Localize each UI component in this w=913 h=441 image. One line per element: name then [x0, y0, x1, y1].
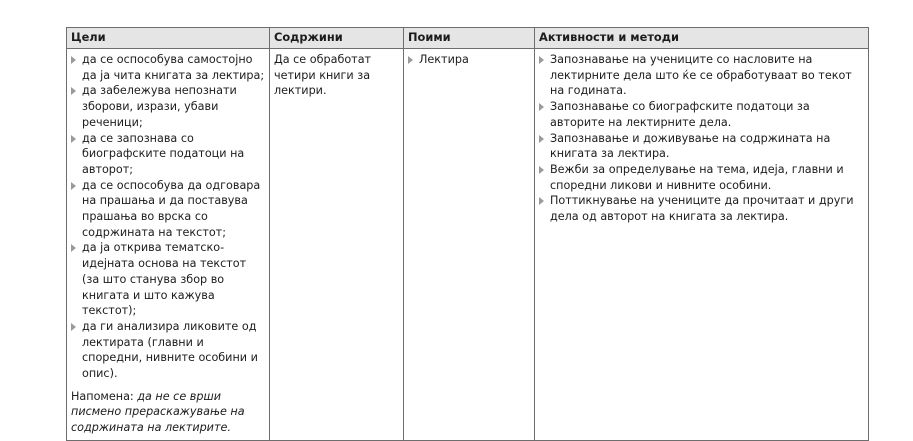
- activity-item: Вежби за определување на тема, идеја, главни и споредни ликови и нивните особини.: [539, 162, 864, 193]
- header-terms: Поими: [404, 28, 535, 49]
- goal-item: да ја открива тематско-идејната основа на текстот (за што станува збор во книгата и што кажува текстот);: [71, 240, 265, 319]
- bullet-arrow-icon: [539, 166, 544, 174]
- activity-item: Поттикнување на учениците да прочитаат и други дела од авторот на книгата за лектира.: [539, 193, 864, 224]
- curriculum-table: [66, 27, 869, 441]
- goal-item: да се запознава со биографските податоци на авторот;: [71, 131, 265, 178]
- goals-list: [71, 52, 265, 382]
- bullet-arrow-icon: [71, 323, 76, 331]
- contents-text: Да се обработат четири книги за лектири.: [274, 53, 372, 98]
- header-contents: Содржини: [270, 28, 404, 49]
- contents-cell: [270, 49, 404, 441]
- bullet-arrow-icon: [539, 197, 544, 205]
- activity-item: Запознавање и доживување на содржината на книгата за лектира.: [539, 131, 864, 162]
- note-label: Напомена:: [71, 389, 134, 403]
- bullet-arrow-icon: [539, 103, 544, 111]
- term-item: Лектира: [408, 52, 530, 68]
- bullet-arrow-icon: [71, 244, 76, 252]
- header-row: [67, 28, 869, 49]
- activity-item: Запознавање на учениците со насловите на лектирните дела што ќе се обработуваат во текот на годината.: [539, 52, 864, 99]
- activity-item: Запознавање со биографските податоци за авторите на лектирните дела.: [539, 99, 864, 130]
- note-text: да не се врши писмено прераскажување на содржината на лектирите.: [71, 389, 245, 435]
- bullet-arrow-icon: [71, 56, 76, 64]
- content-row: [67, 49, 869, 441]
- activities-cell: [535, 49, 869, 441]
- goals-cell: [67, 49, 270, 441]
- activities-list: [539, 52, 864, 225]
- note: [71, 389, 265, 436]
- terms-cell: [404, 49, 535, 441]
- header-goals: Цели: [67, 28, 270, 49]
- bullet-arrow-icon: [408, 56, 413, 64]
- terms-list: [408, 52, 530, 68]
- bullet-arrow-icon: [71, 182, 76, 190]
- goal-item: да се оспособува самостојно да ја чита книгата за лектира;: [71, 52, 265, 83]
- header-activities: Активности и методи: [535, 28, 869, 49]
- bullet-arrow-icon: [71, 135, 76, 143]
- goal-item: да се оспособува да одговара на прашања и да поставува прашања во врска со содржината на текстот;: [71, 178, 265, 241]
- bullet-arrow-icon: [539, 56, 544, 64]
- goal-item: да ги анализира ликовите од лектирата (главни и споредни, нивните особини и опис).: [71, 319, 265, 382]
- bullet-arrow-icon: [539, 135, 544, 143]
- bullet-arrow-icon: [71, 87, 76, 95]
- goal-item: да забележува непознати зборови, изрази, убави реченици;: [71, 83, 265, 130]
